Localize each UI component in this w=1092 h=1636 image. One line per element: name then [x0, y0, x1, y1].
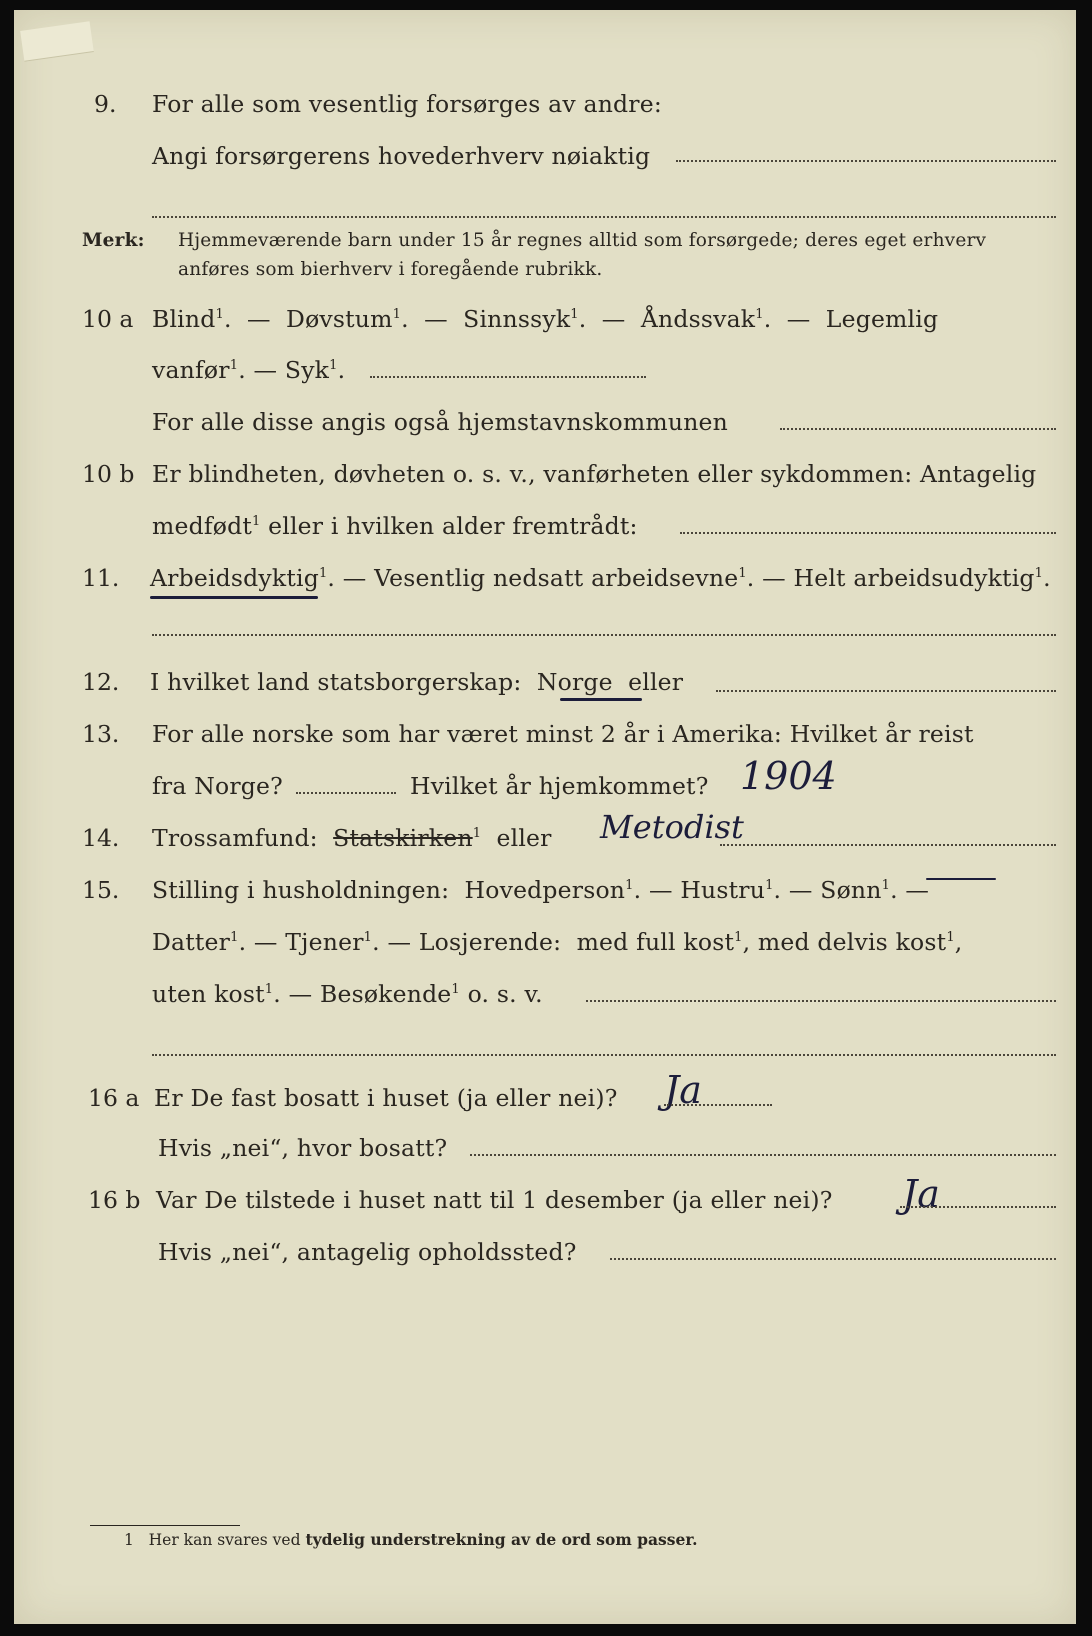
q9-answer-field-2[interactable] [152, 216, 1056, 218]
q16a-number: 16 a [88, 1084, 140, 1112]
q16b-answer-field[interactable] [900, 1206, 1056, 1208]
q16a-line1: Er De fast bosatt i huset (ja eller nei)? [154, 1084, 618, 1112]
q11-answer-field[interactable] [152, 634, 1056, 636]
q13-line2b: Hvilket år hjemkommet? [410, 772, 709, 800]
q14-number: 14. [82, 824, 120, 852]
merk-line2: anføres som bierhverv i foregående rubrikk. [178, 259, 603, 280]
q16a-bosatt-field[interactable] [470, 1154, 1056, 1156]
q9-line2: Angi forsørgerens hovederhverv nøiaktig [152, 142, 651, 170]
q15-number: 15. [82, 876, 120, 904]
q12-number: 12. [82, 668, 120, 696]
q12-answer-field[interactable] [716, 690, 1056, 692]
q11-line1: Arbeidsdyktig$^1$. — Vesentlig nedsatt arbeidsevne$^1$. — Helt arbeidsudyktig$^1$. [150, 564, 1051, 592]
footnote-rule [90, 1525, 240, 1526]
q16a-answer-field[interactable] [664, 1104, 772, 1106]
q10b-number: 10 b [82, 460, 135, 488]
q13-line2a: fra Norge? [152, 772, 283, 800]
q10a-line3: For alle disse angis også hjemstavnskommunen [152, 408, 728, 436]
q16b-number: 16 b [88, 1186, 141, 1214]
q10a-number: 10 a [82, 305, 134, 333]
q13-number: 13. [82, 720, 120, 748]
q16b-line2: Hvis „nei“, antagelig opholdssted? [158, 1238, 577, 1266]
q10a-kommune-field[interactable] [780, 428, 1056, 430]
merk-label: Merk: [82, 230, 145, 251]
q10a-line1: Blind$^1$. — Døvstum$^1$. — Sinnssyk$^1$. — Åndssvak$^1$. — Legemlig [152, 305, 939, 333]
q15-handwritten-mark [926, 878, 996, 880]
merk-line1: Hjemmeværende barn under 15 år regnes alltid som forsørgede; deres eget erhverv [178, 230, 987, 251]
q16b-handwritten-answer: Ja [902, 1172, 940, 1216]
q14-handwritten-answer: Metodist [600, 808, 744, 846]
q13-reist-field[interactable] [296, 792, 396, 794]
q10a-line2: vanfør$^1$. — Syk$^1$. [152, 356, 346, 384]
footnote: 1 Her kan svares ved tydelig understrekning av de ord som passer. [124, 1530, 698, 1549]
q11-number: 11. [82, 564, 120, 592]
q10a-answer-field[interactable] [370, 376, 646, 378]
q15-line3: uten kost$^1$. — Besøkende$^1$ o. s. v. [152, 980, 543, 1008]
form-page [14, 10, 1076, 1624]
q14-line1: Trossamfund: Statskirken$^1$ eller [152, 824, 552, 852]
q9-line1: For alle som vesentlig forsørges av andre: [152, 90, 662, 118]
q16a-line2: Hvis „nei“, hvor bosatt? [158, 1134, 448, 1162]
q15-answer-field-2[interactable] [152, 1054, 1056, 1056]
q16b-line1: Var De tilstede i huset natt til 1 desember (ja eller nei)? [156, 1186, 833, 1214]
q13-line1: For alle norske som har været minst 2 år i Amerika: Hvilket år reist [152, 720, 974, 748]
q12-line1: I hvilket land statsborgerskap: Norge eller [150, 668, 684, 696]
q16b-opphold-field[interactable] [610, 1258, 1056, 1260]
q15-line2: Datter$^1$. — Tjener$^1$. — Losjerende: med full kost$^1$, med delvis kost$^1$, [152, 928, 963, 956]
q12-handwritten-underline [560, 698, 642, 701]
q14-answer-field[interactable] [720, 844, 1056, 846]
q11-handwritten-underline [150, 596, 318, 599]
q9-answer-field[interactable] [676, 160, 1056, 162]
q10b-line2: medfødt$^1$ eller i hvilken alder fremtrådt: [152, 512, 638, 540]
q9-number: 9. [94, 90, 117, 118]
q16a-handwritten-answer: Ja [664, 1068, 702, 1112]
q13-handwritten-year: 1904 [740, 754, 837, 798]
q15-line1: Stilling i husholdningen: Hovedperson$^1$. — Hustru$^1$. — Sønn$^1$. — [152, 876, 930, 904]
q10b-answer-field[interactable] [680, 532, 1056, 534]
q10b-line1: Er blindheten, døvheten o. s. v., vanførheten eller sykdommen: Antagelig [152, 460, 1037, 488]
q15-answer-field[interactable] [586, 1000, 1056, 1002]
